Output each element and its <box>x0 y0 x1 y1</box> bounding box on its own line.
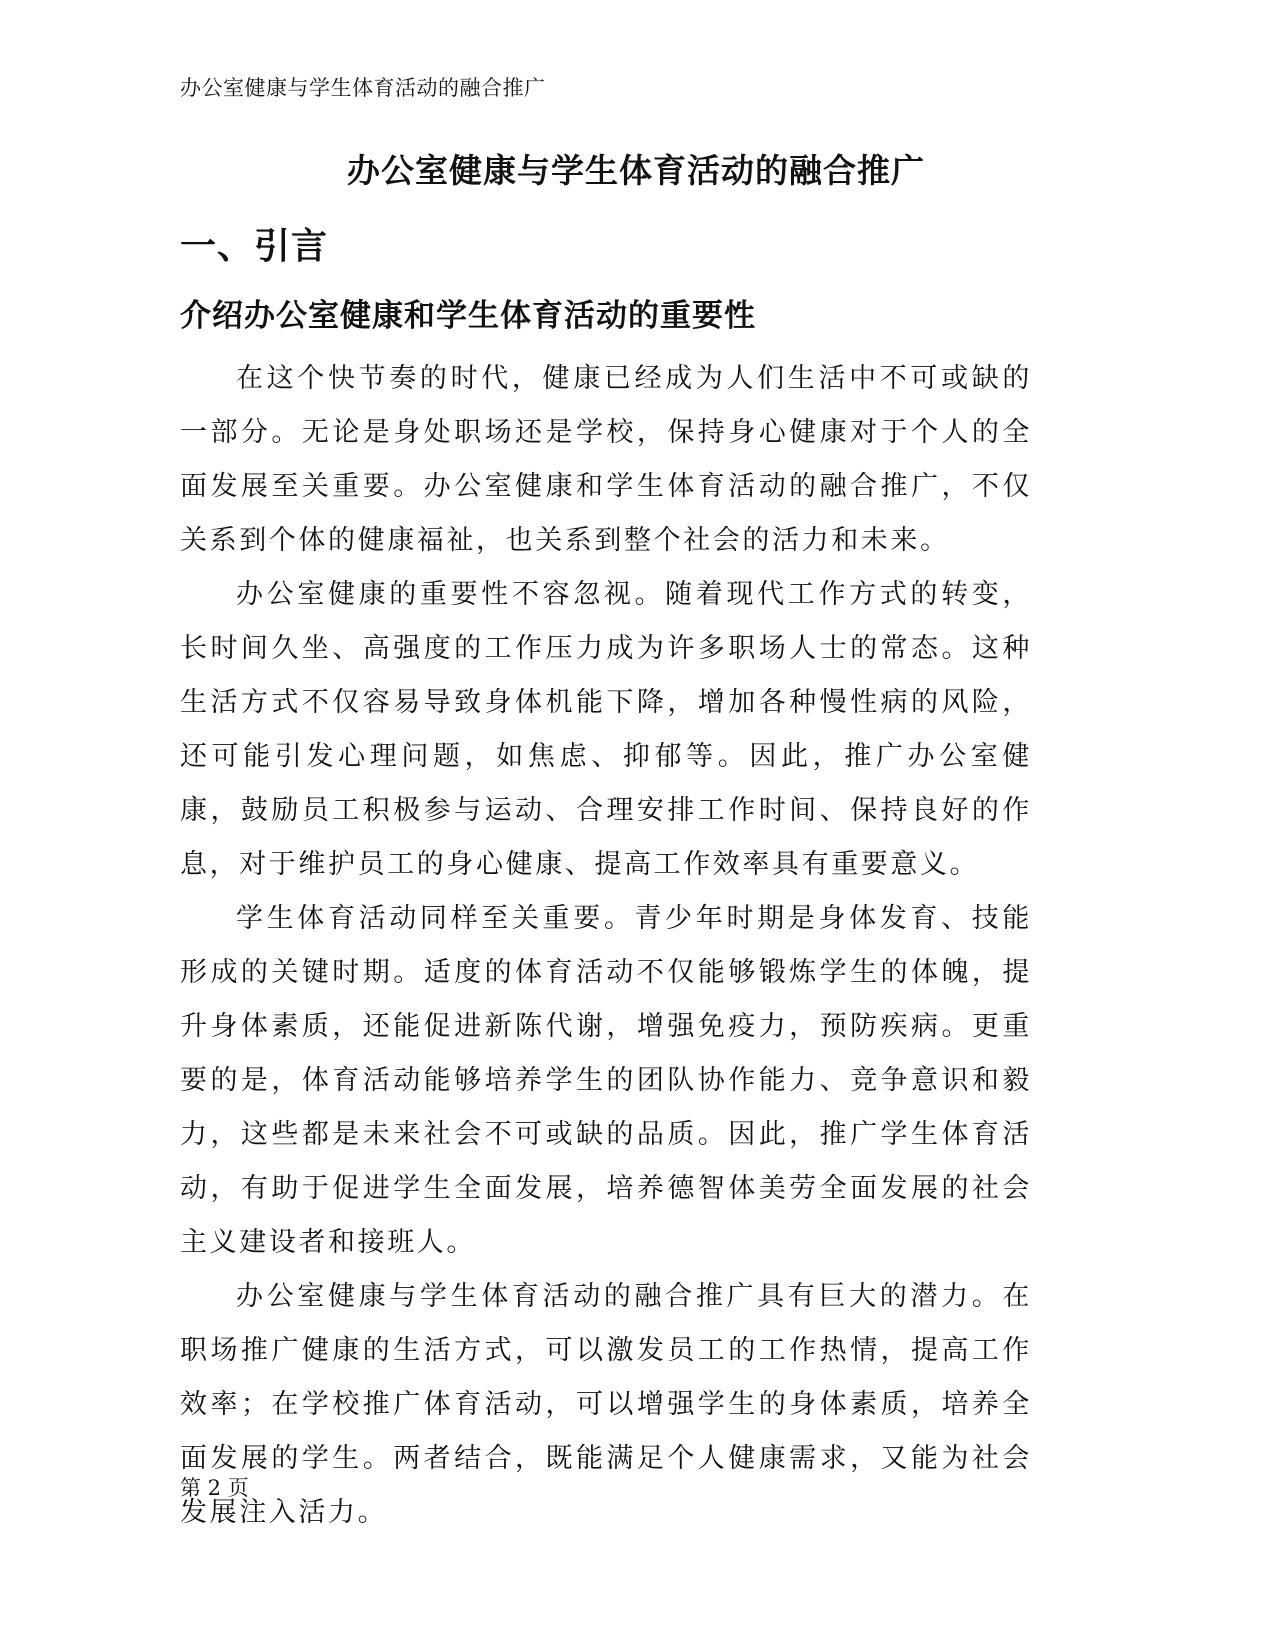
page-number: 第 2 页 <box>180 1476 249 1500</box>
document-title: 办公室健康与学生体育活动的融合推广 <box>347 151 925 190</box>
paragraph: 办公室健康与学生体育活动的融合推广具有巨大的潜力。在职场推广健康的生活方式，可以激发员工的工作热情，提高工作效率；在学校推广体育活动，可以增强学生的身体素质，培养全面发展的学生。两者结合，既能满足个人健康需求，又能为社会发展注入活力。 <box>180 1281 1032 1528</box>
paragraph: 学生体育活动同样至关重要。青少年时期是身体发育、技能形成的关键时期。适度的体育活动不仅能够锻炼学生的体魄，提升身体素质，还能促进新陈代谢，增强免疫力，预防疾病。更重要的是，体育活动能够培养学生的团队协作能力、竞争意识和毅力，这些都是未来社会不可或缺的品质。因此，推广学生体育活动，有助于促进学生全面发展，培养德智体美劳全面发展的社会主义建设者和接班人。 <box>180 903 1032 1258</box>
paragraph: 在这个快节奏的时代，健康已经成为人们生活中不可或缺的一部分。无论是身处职场还是学校，保持身心健康对于个人的全面发展至关重要。办公室健康和学生体育活动的融合推广，不仅关系到个体的健康福祉，也关系到整个社会的活力和未来。 <box>180 363 1032 556</box>
paragraph: 办公室健康的重要性不容忽视。随着现代工作方式的转变，长时间久坐、高强度的工作压力成为许多职场人士的常态。这种生活方式不仅容易导致身体机能下降，增加各种慢性病的风险，还可能引发心理问题，如焦虑、抑郁等。因此，推广办公室健康，鼓励员工积极参与运动、合理安排工作时间、保持良好的作息，对于维护员工的身心健康、提高工作效率具有重要意义。 <box>180 579 1032 880</box>
section-heading: 一、引言 <box>180 225 329 267</box>
running-header: 办公室健康与学生体育活动的融合推广 <box>180 76 546 100</box>
body-text <box>180 352 1032 1540</box>
subsection-heading: 介绍办公室健康和学生体育活动的重要性 <box>180 298 756 334</box>
